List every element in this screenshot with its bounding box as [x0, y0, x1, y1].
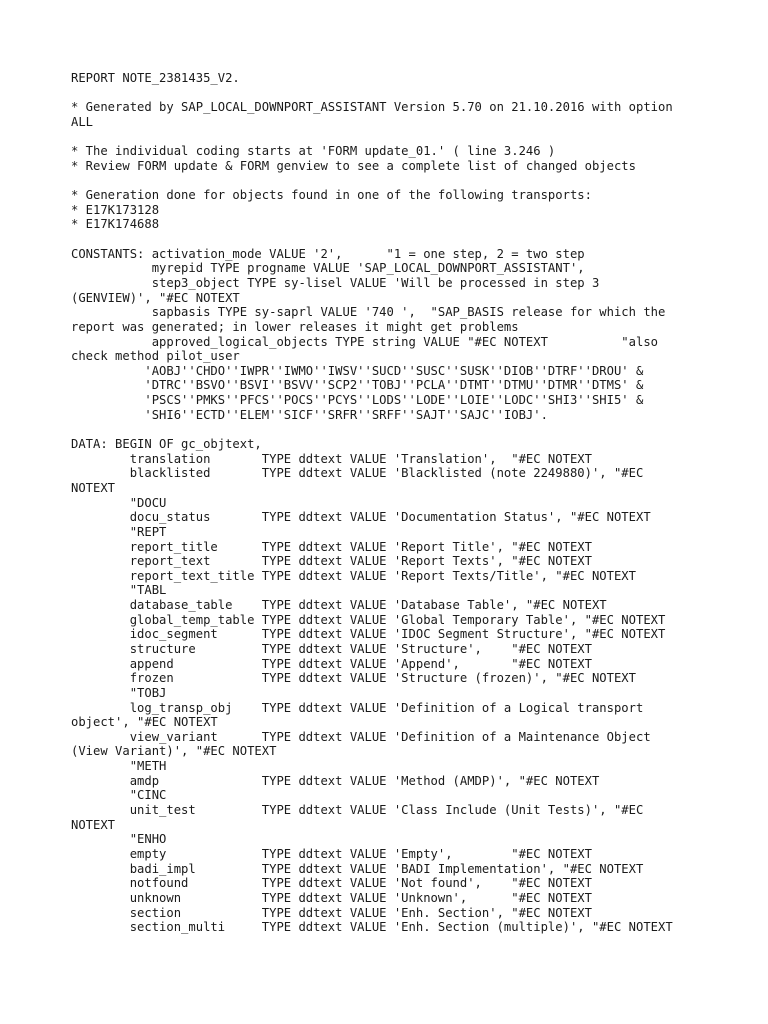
- code-line: translation TYPE ddtext VALUE 'Translation', "#EC NOTEXT: [71, 451, 592, 466]
- code-line: "TOBJ: [71, 685, 167, 700]
- code-line: [71, 232, 761, 247]
- code-line: * E17K174688: [71, 217, 160, 232]
- code-line: unknown TYPE ddtext VALUE 'Unknown', "#EC NOTEXT: [71, 890, 592, 905]
- code-line: notfound TYPE ddtext VALUE 'Not found', "#EC NOTEXT: [71, 876, 592, 891]
- code-line: DATA: BEGIN OF gc_objtext,: [71, 437, 262, 452]
- code-line: structure TYPE ddtext VALUE 'Structure', "#EC NOTEXT: [71, 641, 592, 656]
- code-line: * Generation done for objects found in one of the following transports:: [71, 188, 592, 203]
- code-line: report_text_title TYPE ddtext VALUE 'Report Texts/Title', "#EC NOTEXT: [71, 568, 636, 583]
- code-line: step3_object TYPE sy-lisel VALUE 'Will be processed in step 3: [71, 275, 600, 290]
- code-line: approved_logical_objects TYPE string VALUE "#EC NOTEXT "also: [71, 334, 658, 349]
- code-line: log_transp_obj TYPE ddtext VALUE 'Definition of a Logical transport: [71, 700, 644, 715]
- code-line: append TYPE ddtext VALUE 'Append', "#EC NOTEXT: [71, 656, 592, 671]
- code-line: REPORT NOTE_2381435_V2.: [71, 71, 240, 85]
- code-line: object', "#EC NOTEXT: [71, 715, 218, 730]
- code-line: "TABL: [71, 583, 167, 598]
- code-line: [71, 130, 761, 145]
- code-line: check method pilot_user: [71, 349, 240, 364]
- code-line: 'AOBJ''CHDO''IWPR''IWMO''IWSV''SUCD''SUSC''SUSK''DIOB''DTRF''DROU' &: [71, 363, 644, 378]
- code-line: "DOCU: [71, 495, 167, 510]
- code-line: * Review FORM update & FORM genview to see a complete list of changed objects: [71, 158, 636, 173]
- code-line: NOTEXT: [71, 817, 116, 832]
- code-line: global_temp_table TYPE ddtext VALUE 'Global Temporary Table', "#EC NOTEXT: [71, 612, 666, 627]
- code-line: [71, 173, 761, 188]
- code-line: [71, 86, 761, 101]
- code-line: * The individual coding starts at 'FORM update_01.' ( line 3.246 ): [71, 144, 556, 159]
- code-line: ALL: [71, 114, 94, 129]
- code-line: (GENVIEW)', "#EC NOTEXT: [71, 290, 240, 305]
- code-line: * Generated by SAP_LOCAL_DOWNPORT_ASSISTANT Version 5.70 on 21.10.2016 with option: [71, 100, 673, 115]
- code-line: 'SHI6''ECTD''ELEM''SICF''SRFR''SRFF''SAJT''SAJC''IOBJ'.: [71, 407, 548, 422]
- code-line: report was generated; in lower releases it might get problems: [71, 319, 519, 334]
- code-line: 'PSCS''PMKS''PFCS''POCS''PCYS''LODS''LODE''LOIE''LODC''SHI3''SHI5' &: [71, 393, 644, 408]
- code-line: sapbasis TYPE sy-saprl VALUE '740 ', "SAP_BASIS release for which the: [71, 305, 666, 320]
- code-line: "CINC: [71, 788, 167, 803]
- code-line: CONSTANTS: activation_mode VALUE '2', "1 = one step, 2 = two step: [71, 246, 585, 261]
- abap-source-code: [71, 71, 761, 935]
- code-line: * E17K173128: [71, 202, 160, 217]
- code-line: amdp TYPE ddtext VALUE 'Method (AMDP)', "#EC NOTEXT: [71, 773, 600, 788]
- code-line: "REPT: [71, 524, 167, 539]
- code-line: "METH: [71, 759, 167, 774]
- code-line: myrepid TYPE progname VALUE 'SAP_LOCAL_DOWNPORT_ASSISTANT',: [71, 261, 585, 276]
- code-line: report_text TYPE ddtext VALUE 'Report Texts', "#EC NOTEXT: [71, 554, 592, 569]
- code-line: section TYPE ddtext VALUE 'Enh. Section', "#EC NOTEXT: [71, 905, 592, 920]
- code-line: "ENHO: [71, 832, 167, 847]
- code-line: unit_test TYPE ddtext VALUE 'Class Include (Unit Tests)', "#EC: [71, 803, 644, 818]
- code-line: blacklisted TYPE ddtext VALUE 'Blacklisted (note 2249880)', "#EC: [71, 466, 644, 481]
- code-line: view_variant TYPE ddtext VALUE 'Definition of a Maintenance Object: [71, 729, 651, 744]
- code-line: docu_status TYPE ddtext VALUE 'Documentation Status', "#EC NOTEXT: [71, 510, 651, 525]
- code-line: database_table TYPE ddtext VALUE 'Database Table', "#EC NOTEXT: [71, 598, 607, 613]
- code-line: 'DTRC''BSVO''BSVI''BSVV''SCP2''TOBJ''PCLA''DTMT''DTMU''DTMR''DTMS' &: [71, 378, 644, 393]
- code-line: (View Variant)', "#EC NOTEXT: [71, 744, 277, 759]
- code-line: section_multi TYPE ddtext VALUE 'Enh. Section (multiple)', "#EC NOTEXT: [71, 920, 673, 935]
- code-line: frozen TYPE ddtext VALUE 'Structure (frozen)', "#EC NOTEXT: [71, 671, 636, 686]
- code-line: NOTEXT: [71, 480, 116, 495]
- code-line: report_title TYPE ddtext VALUE 'Report Title', "#EC NOTEXT: [71, 539, 592, 554]
- code-line: empty TYPE ddtext VALUE 'Empty', "#EC NOTEXT: [71, 846, 592, 861]
- code-line: badi_impl TYPE ddtext VALUE 'BADI Implementation', "#EC NOTEXT: [71, 861, 644, 876]
- code-line: [71, 422, 761, 437]
- code-line: idoc_segment TYPE ddtext VALUE 'IDOC Segment Structure', "#EC NOTEXT: [71, 627, 666, 642]
